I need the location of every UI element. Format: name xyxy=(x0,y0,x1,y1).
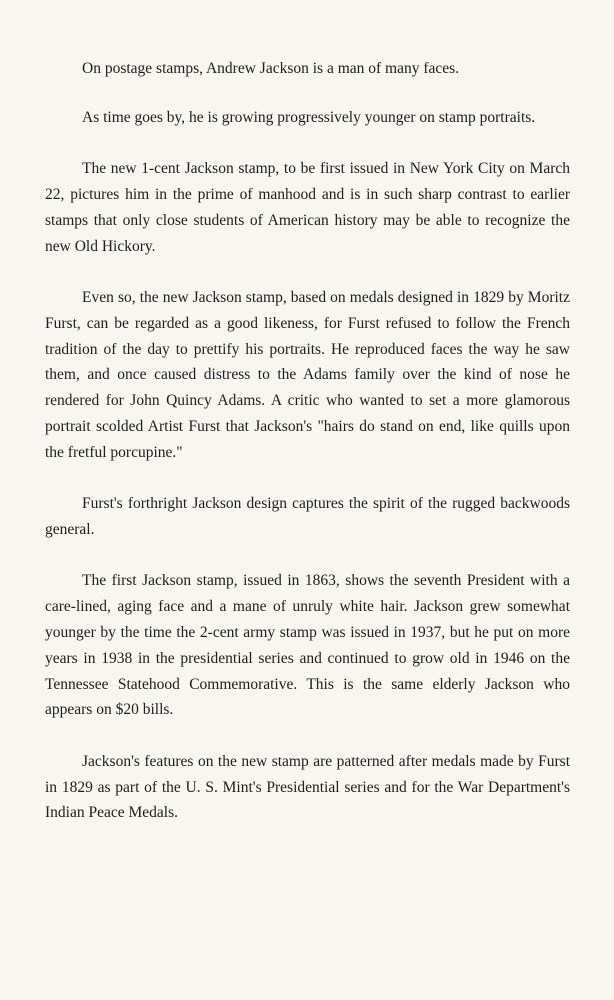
paragraph: Even so, the new Jackson stamp, based on medals designed in 1829 by Moritz Furst, can be regarded as a good likeness, for Furst refused to follow the French tradition of the day to prettify his portraits. He reproduced faces the way he saw them, and once caused distress to the Adams family over the kind of nose he rendered for John Quincy Adams. A critic who wanted to set a more glamorous portrait scolded Artist Furst that Jackson's "hairs do stand on end, like quills upon the fretful porcupine." xyxy=(45,288,570,461)
paragraph: The new 1-cent Jackson stamp, to be first issued in New York City on March 22, pictures him in the prime of manhood and is in such sharp contrast to earlier stamps that only close students of American history may be able to recognize the new Old Hickory. xyxy=(45,160,570,255)
paragraph: Furst's forthright Jackson design captures the spirit of the rugged backwoods general. xyxy=(45,495,570,538)
paragraph: As time goes by, he is growing progressively younger on stamp portraits. xyxy=(82,108,536,126)
paragraph: Jackson's features on the new stamp are patterned after medals made by Furst in 1829 as part of the U. S. Mint's Presidential series and for the War Department's Indian Peace Medals. xyxy=(45,752,570,822)
paragraph: The first Jackson stamp, issued in 1863, shows the seventh President with a care-lined, aging face and a mane of unruly white hair. Jackson grew somewhat younger by the time the 2-cent army stamp was issued in 1937, but he put on more years in 1938 in the presidential series and continued to grow old in 1946 on the Tennessee Statehood Commemorative. This is the same elderly Jackson who appears on $20 bills. xyxy=(45,572,570,719)
paragraph: On postage stamps, Andrew Jackson is a man of many faces. xyxy=(82,60,460,77)
